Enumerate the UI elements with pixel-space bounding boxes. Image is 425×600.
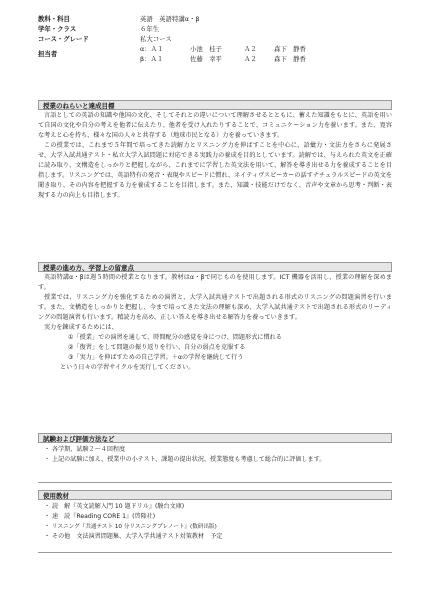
evaluation-item-text: 上記の試験に加え、授業中の小テスト、課題の提出状況、授業態度も考慮して総合的に評価します。	[52, 456, 326, 464]
material-item	[42, 512, 387, 522]
material-item	[42, 532, 387, 542]
aims-body	[38, 111, 392, 201]
method-paragraph: 実力を錬成するためには、	[44, 324, 118, 332]
teacher-row	[38, 44, 388, 64]
study-cycle-item: ③「実力」を伸ばすための自己学習。＋αの学習を継続して行う	[68, 354, 244, 362]
bullet-icon: ・	[43, 446, 51, 453]
material-item-text: リスニング『共通テスト 10 分リスニングプレノート』(数研出版)	[52, 524, 217, 531]
subject-row	[38, 14, 388, 24]
material-item-text: その他 文法演習問題集、大学入学共通テスト対策教材 予定	[52, 533, 223, 541]
bullet-icon: ・	[43, 513, 51, 521]
material-item-text: 読 解『英文読解入門 10 題ドリル』(駿台文庫)	[52, 503, 185, 510]
materials-heading: 使用教材	[38, 490, 392, 500]
course-value: 私大コース	[140, 35, 172, 43]
course-row	[38, 34, 388, 44]
teacher-label: 担当者	[38, 50, 58, 58]
teacher-name: 森下 静香	[274, 45, 306, 53]
divider	[38, 552, 392, 553]
materials-list	[42, 502, 387, 542]
evaluation-heading: 試験および評価方法など	[38, 433, 392, 443]
teacher-name: 佐藤 幸平	[190, 55, 222, 63]
study-cycle-item: ②「復習」をして問題の振り返りを行い、自分の弱点を克服する	[68, 344, 246, 352]
material-item	[42, 502, 387, 512]
aims-paragraph: 言語としての英語の知識や他国の文化、そしてそれとの違いについて理解させるとともに、蓄えた知識をもとに、英語を用いて自国の文化や自分の考えを他者に伝えたり、他者を受け入れたりすることで、コミュニケーション力を養います。また、寛容な考えと心を持ち、様々な国の人々と共存する（地球市民となる）力を養っていきます。	[38, 112, 392, 140]
method-paragraph: 授業では、リスニング力を強化するための演習と、大学入試共通テストで出題される形式のリスニングの問題演習を行います。また、文構造をしっかりと把握し、今まで培ってきた文法の理解も深め、大学入試共通テストで出題される形式のリーディングの問題演習も行います。精読力を高め、正しい答えを導き出せる解答力を養っていきます。	[38, 294, 392, 322]
bullet-icon: ・	[43, 503, 51, 510]
teacher-list	[140, 44, 388, 64]
divider	[38, 482, 392, 483]
teacher-class: α：Ａ１	[140, 45, 164, 53]
grade-value: ６年生	[140, 25, 160, 33]
teacher-class: β：Ａ１	[140, 55, 164, 63]
evaluation-item-text: 各学期、試験２～４回程度	[52, 446, 126, 453]
method-body	[38, 273, 392, 373]
teacher-class: Ａ２	[244, 45, 257, 53]
grade-label: 学年・クラス	[38, 25, 77, 33]
study-cycle-list	[38, 333, 392, 363]
material-item	[42, 522, 387, 532]
method-paragraph: という日々の学習サイクルを実行してください。	[60, 364, 195, 372]
teacher-name: 森下 静香	[274, 55, 306, 63]
bullet-icon: ・	[43, 456, 51, 464]
course-info	[38, 14, 388, 64]
teacher-class: Ａ２	[244, 55, 257, 63]
subject-label: 教科・科目	[38, 15, 70, 23]
aims-paragraph: この授業では、これまで５年間で培ってきた読解力とリスニング力を伸ばすことを中心に、語彙力・文法力をさらに発展させ、大学入試共通テスト・私立大学入試問題に対応できる実践力の養成を目的としています。読解では、与えられた英文を正確に読み取り、文構造をしっかりと把握しながら、これまでに学習した英文法を用いて、解答を導き出せる力を養成することを目指します。リスニングでは、英語特有の発音・表現やスピードに慣れ、ネイティヴスピーカーの話すナチュラルスピードの英文を聞き取り、その内容を把握する力を養成することを目指します。また、知識・技能だけでなく、音声や文章から思考・判断・表現する力の向上も目指します。	[38, 142, 392, 200]
study-cycle-item: ①「授業」での演習を通して、時間配分の感覚を身につけ、問題形式に慣れる	[68, 334, 282, 342]
bullet-icon: ・	[43, 523, 51, 531]
bullet-icon: ・	[43, 533, 51, 541]
teacher-line	[140, 44, 388, 54]
subject-value: 英語 英語特講α・β	[140, 15, 200, 23]
evaluation-item	[42, 455, 387, 465]
evaluation-list	[42, 445, 387, 465]
grade-row	[38, 24, 388, 34]
aims-heading: 授業のねらいと達成目標	[38, 100, 392, 110]
teacher-line	[140, 54, 388, 64]
teacher-name: 小池 桂子	[190, 45, 222, 53]
evaluation-item	[42, 445, 387, 455]
method-heading: 授業の進め方、学習上の留意点	[38, 262, 392, 272]
material-item-text: 速 読『Reading CORE 1』(啓隆社)	[52, 513, 156, 521]
method-paragraph: 英語特講α・βは週５時間の授業となります。教材はα・βで同じものを使用します。ICT 機器を活用し、授業の理解を深めます。	[38, 274, 392, 292]
course-label: コース・グレード	[38, 35, 89, 43]
